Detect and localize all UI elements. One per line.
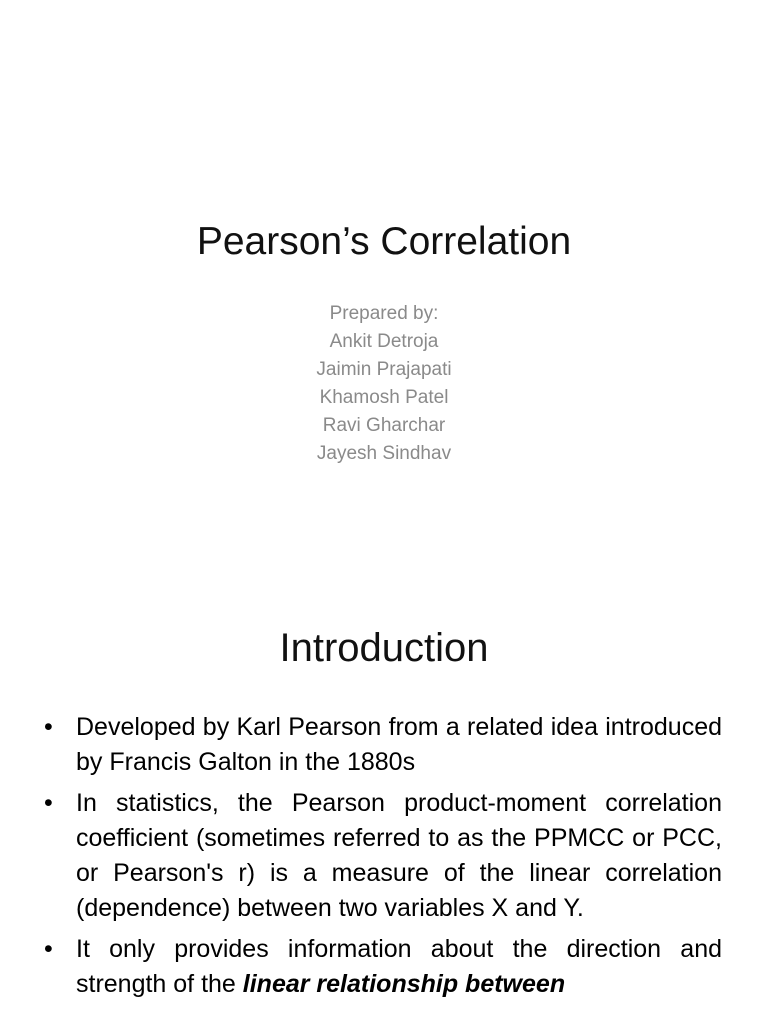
author-list <box>0 300 768 468</box>
bullet-icon: • <box>44 935 53 963</box>
bullet-icon: • <box>44 713 53 741</box>
author-name: Ravi Gharchar <box>322 415 446 436</box>
bullet-icon: • <box>44 789 53 817</box>
prepared-by-label: Prepared by: <box>329 303 439 324</box>
bullet-list <box>40 710 722 1008</box>
slide-title: Pearson’s Correlation <box>196 220 572 263</box>
bullet-text: Developed by Karl Pearson from a related idea introduced by Francis Galton in the 1880s <box>76 713 722 776</box>
bullet-text: It only provides information about the direction and strength of the <box>76 935 722 998</box>
author-name: Jaimin Prajapati <box>316 359 452 380</box>
bullet-emphasis: linear relationship between <box>242 970 566 998</box>
bullet-item <box>40 786 722 926</box>
author-name: Ankit Detroja <box>329 331 439 352</box>
bullet-item <box>40 932 722 1002</box>
author-name: Khamosh Patel <box>319 387 449 408</box>
bullet-item <box>40 710 722 780</box>
bullet-text: In statistics, the Pearson product-moment correlation coefficient (sometimes referred to as the PPMCC or PCC, or Pearson's r) is a measure of the linear correlation (dependence) between two variables X and Y. <box>76 789 722 922</box>
author-name: Jayesh Sindhav <box>316 443 452 464</box>
introduction-slide <box>0 576 768 1024</box>
slide-title: Introduction <box>279 626 489 670</box>
